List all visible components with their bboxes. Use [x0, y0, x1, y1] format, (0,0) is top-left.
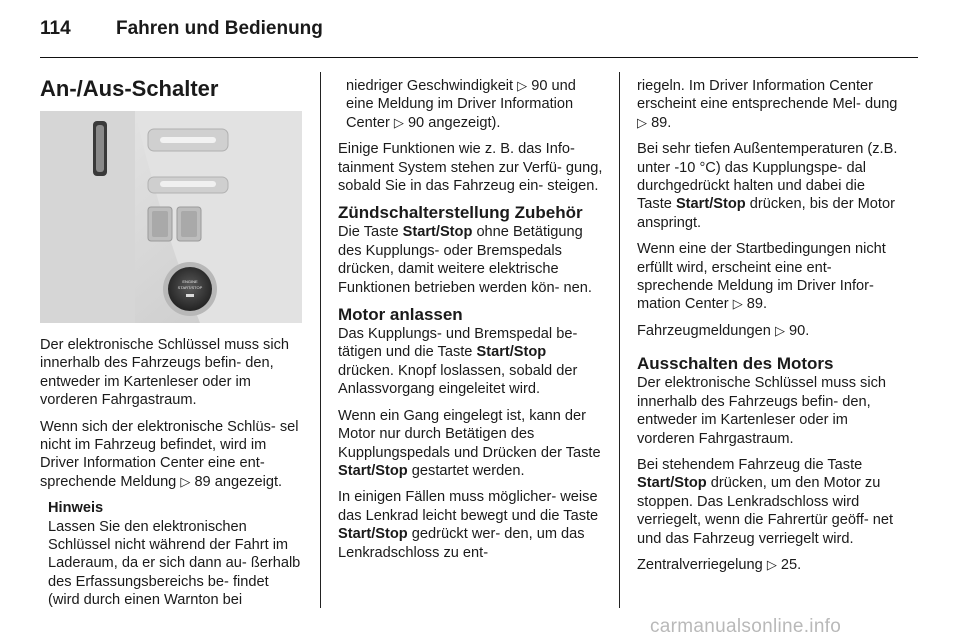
column-1-body: [40, 336, 304, 610]
paragraph: Zentralverriegelung ▷ 25.: [637, 556, 802, 573]
dashboard-illustration: [40, 111, 302, 323]
heading-zubehoer: Zündschalterstellung Zubehör: [338, 203, 583, 223]
paragraph: In einigen Fällen muss möglicher- weise das Lenkrad leicht bewegt und die Taste Start/Stop gedrückt wer- den, um das Lenkradschloss zu ent-: [338, 489, 599, 561]
section-title: An-/Aus-Schalter: [40, 76, 219, 101]
paragraph: Bei stehendem Fahrzeug die Taste Start/Stop drücken, um den Motor zu stoppen. Das Lenkradschloss wird verriegelt, wenn die Fahrertür geöff- net und das Fahrzeug verriegelt wird.: [637, 456, 894, 547]
paragraph: riegeln. Im Driver Information Center erscheint eine entsprechende Mel- dung ▷ 89.: [637, 78, 898, 131]
paragraph: Bei sehr tiefen Außentemperaturen (z.B. unter -10 °C) das Kupplungspe- dal durchgedrückt halten und dabei die Taste Start/Stop drücken, bis der Motor anspringt.: [637, 141, 898, 231]
paragraph: Einige Funktionen wie z. B. das Info- tainment System stehen zur Verfü- gung, sobald Sie in das Fahrzeug ein- steigen.: [338, 141, 603, 195]
column-divider-2: [619, 72, 620, 608]
paragraph: Das Kupplungs- und Bremspedal be- tätigen und die Taste Start/Stop drücken. Knopf loslassen, sobald der Anlassvorgang eingeleitet wird.: [338, 326, 578, 398]
header-rule: [40, 57, 918, 58]
paragraph: Die Taste Start/Stop ohne Betätigung des Kupplungs- oder Bremspedals drücken, damit weitere elektrische Funktionen betrieben werden kön- nen.: [338, 224, 592, 296]
start-stop-photo: [40, 111, 302, 323]
paragraph: Wenn ein Gang eingelegt ist, kann der Motor nur durch Betätigen des Kupplungspedals und Drücken der Taste Start/Stop gestartet werden.: [338, 407, 601, 479]
heading-motor-anlassen: Motor anlassen: [338, 305, 463, 325]
column-divider-1: [320, 72, 321, 608]
column-1: [40, 76, 304, 102]
cross-reference-arrow-icon: ▷: [732, 296, 743, 312]
paragraph: Der elektronische Schlüssel muss sich innerhalb des Fahrzeugs befin- den, entweder im Kartenleser oder im vorderen Fahrgastraum.: [637, 375, 886, 447]
page-header: [40, 18, 323, 40]
heading-ausschalten: Ausschalten des Motors: [637, 354, 834, 374]
note-box: [40, 499, 304, 609]
cross-reference-arrow-icon: ▷: [180, 473, 191, 489]
paragraph: Wenn sich der elektronische Schlüs- sel nicht im Fahrzeug befindet, wird im Driver Information Center eine ent- sprechende Meldung ▷ 89 angezeigt.: [40, 418, 299, 490]
column-2: [338, 77, 604, 570]
key-name: Start/Stop: [338, 462, 408, 479]
button-label-startstop: START/STOP: [177, 285, 203, 290]
note-text: Lassen Sie den elektronischen Schlüssel nicht während der Fahrt im Laderaum, da er sich dann au- ßerhalb des Erfassungsbereichs be- findet (wird durch einen Warnton bei: [48, 518, 301, 609]
cross-reference-arrow-icon: ▷: [637, 114, 647, 130]
key-name: Start/Stop: [476, 344, 547, 361]
button-label-engine: ENGINE: [182, 279, 198, 284]
cross-reference-arrow-icon: ▷: [517, 78, 528, 93]
note-title: Hinweis: [48, 500, 104, 517]
page-number: 114: [40, 18, 71, 39]
key-name: Start/Stop: [675, 196, 746, 213]
paragraph: Wenn eine der Startbedingungen nicht erfüllt wird, erscheint eine ent- sprechende Meldung im Driver Infor- mation Center ▷ 89.: [637, 241, 886, 313]
watermark: carmanualsonline.info: [650, 616, 842, 637]
column-3: [637, 77, 903, 582]
chapter-title: Fahren und Bedienung: [116, 18, 323, 39]
key-name: Start/Stop: [637, 475, 707, 492]
key-name: Start/Stop: [338, 526, 408, 543]
key-name: Start/Stop: [402, 224, 473, 241]
paragraph: Fahrzeugmeldungen ▷ 90.: [637, 322, 810, 339]
paragraph: Der elektronische Schlüssel muss sich innerhalb des Fahrzeugs befin- den, entweder im Kartenleser oder im vorderen Fahrgastraum.: [40, 337, 289, 409]
cross-reference-arrow-icon: ▷: [774, 322, 785, 338]
note-continuation: niedriger Geschwindigkeit ▷ 90 und eine Meldung im Driver Information Center ▷ 90 angezeigt).: [346, 78, 576, 131]
cross-reference-arrow-icon: ▷: [393, 114, 404, 130]
cross-reference-arrow-icon: ▷: [766, 556, 777, 572]
